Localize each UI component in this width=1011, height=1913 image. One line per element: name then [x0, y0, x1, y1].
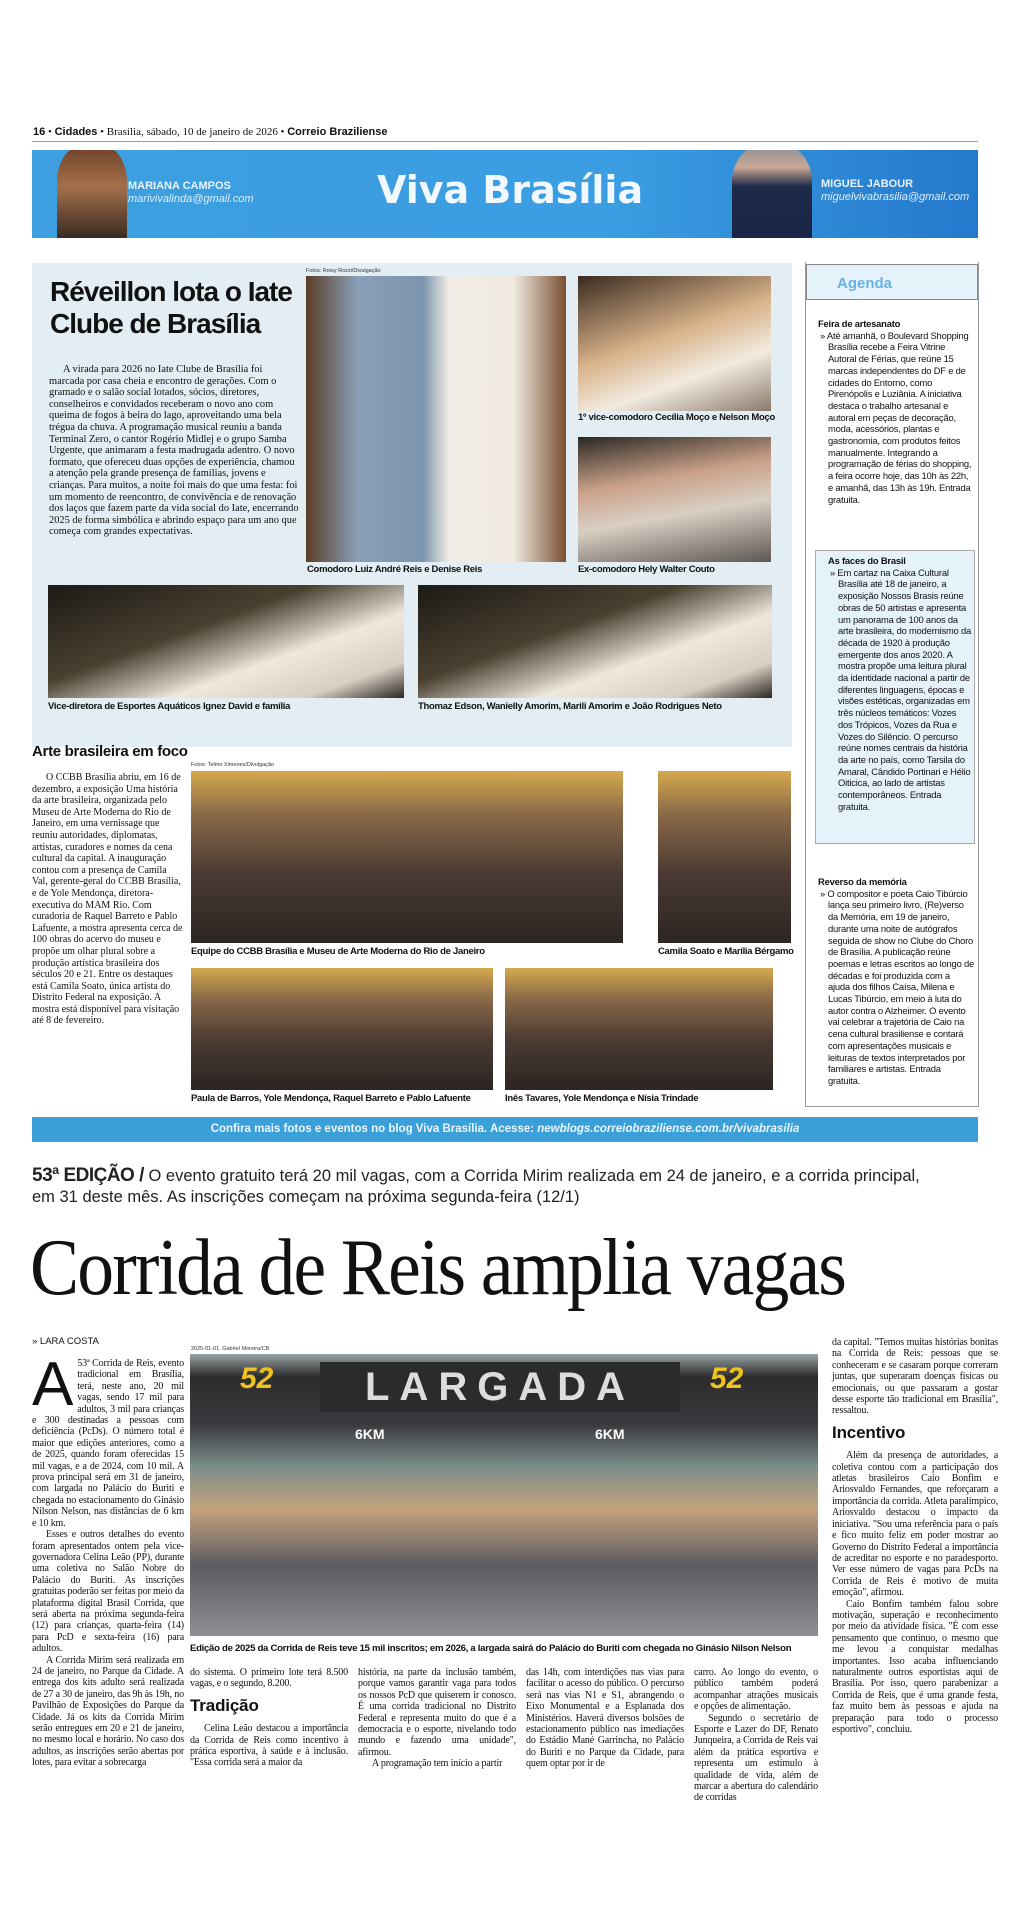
article-column-4: das 14h, com interdições nas vias para facilitar o acesso do público. O percurso será nas vias N1 e S1, abrangendo o Eixo Monumental e a Esplanada dos Ministérios. Haverá diversos bolsões de estacionamento público nas imediações do Estádio Mané Garrincha, no Palácio do Buriti e no Parque da Cidade, para quem optar por ir de	[526, 1667, 684, 1770]
feature-title: Réveillon lota o Iate Clube de Brasília	[50, 276, 292, 339]
distance-sign: 6KM	[595, 1426, 625, 1442]
caption: Ex-comodoro Hely Walter Couto	[578, 564, 715, 575]
largada-banner: LARGADA	[320, 1362, 680, 1412]
blog-link[interactable]: newblogs.correiobraziliense.com.br/vivabrasilia	[537, 1123, 800, 1135]
article-headline: Corrida de Reis amplia vagas	[30, 1224, 846, 1312]
subhead: Tradição	[190, 1695, 259, 1715]
section-name: Cidades	[54, 126, 98, 138]
photo-camila-soato	[658, 771, 791, 943]
distance-sign: 6KM	[355, 1426, 385, 1442]
caption: Thomaz Edson, Wanielly Amorim, Marili Amorim e João Rodrigues Neto	[418, 701, 722, 712]
race-photo-caption: Edição de 2025 da Corrida de Reis teve 15 mil inscritos; em 2026, a largada sairá do Palácio do Buriti com chegada no Ginásio Nilson Nelson	[190, 1643, 792, 1654]
blog-promo-bar	[32, 1117, 978, 1142]
columnist-photo-right	[732, 150, 812, 238]
edition-kicker: 53ª EDIÇÃO /	[32, 1165, 144, 1186]
article-column-1: A 53ª Corrida de Reis, evento tradicional em Brasília, terá, neste ano, 20 mil vagas, sendo 17 mil para adultos, 3 mil para crianças e 300 destinadas a pessoas com deficiência (PcDs). O número total é maior que edições anteriores, como a de 2025, quando foram oferecidas 15 mil vagas, e a de 2024, com 10 mil. A prova principal será em 31 de janeiro, com largada no Palácio do Buriti e chegada no estacionamento do Ginásio Nilson Nelson, nas distâncias de 6 km e 10 km. Esses e outros detalhes do evento foram apresentados ontem pela vice-governadora Celina Leão (PP), durante uma coletiva no Salão Nobre do Palácio do Buriti. As inscrições gratuitas poderão ser feitas por meio da plataforma digital Brasil Corrida, que será aberta na próxima segunda-feira (12) para crianças, quarta-feira (14) para PcD e sexta-feira (16) para adultos. A Corrida Mirim será realizada em 24 de janeiro, no Parque da Cidade. A entrega dos kits adulto será realizada de 27 a 30 de janeiro, das 9h às 19h, no Pavilhão de Exposições do Parque da Cidade. Já os kits da Corrida Mirim serão entregues em 20 e 21 de janeiro, no mesmo local e horário. No caso dos adultos, as inscrições serão abertas por lotes, para evitar a sobrecarga	[32, 1350, 184, 1769]
columnist-email-left: marivivalinda@gmail.com	[128, 193, 254, 205]
arte-title: Arte brasileira em foco	[32, 743, 188, 760]
columnist-email-right: miguelvivabrasilia@gmail.com	[821, 191, 970, 203]
caption: Comodoro Luiz André Reis e Denise Reis	[307, 564, 483, 575]
article-column-3: história, na parte da inclusão também, porque vamos garantir vaga para todos os nossos PcD que quiserem ir conosco. É uma corrida tradicional no Distrito Federal e representa muito do que é a democracia e o esporte, nivelando todo mundo e fazendo uma unidade", afirmou. A programação tem início a partir	[358, 1667, 516, 1770]
agenda-item-text: Em cartaz na Caixa Cultural Brasília até 18 de janeiro, a exposição Nossos Brasis reúne obras de 50 artistas e apresenta um panorama de 100 anos da arte brasileira, do modernismo da década de 1920 à produção emergente dos anos 2020. A mostra propõe uma leitura plural da identidade nacional a partir de diferentes linguagens, épocas e visões estéticas, organizadas em três núcleos temáticos: Vozes dos Trópicos, Vozes da Rua e Vozes do Silêncio. O percurso reúne nomes centrais da história da arte no país, como Tarsila do Amaral, Cândido Portinari e Hélio Oiticica, ao lado de artistas contemporâneos. Entrada gratuita.	[837, 566, 972, 812]
caption: Paula de Barros, Yole Mendonça, Raquel Barreto e Pablo Lafuente	[191, 1093, 471, 1104]
column-banner	[32, 150, 978, 238]
drop-cap: A	[32, 1350, 74, 1419]
edition-date: Brasília, sábado, 10 de janeiro de 2026	[106, 126, 278, 138]
edition-number-sign: 52	[710, 1362, 744, 1395]
caption: Inês Tavares, Yole Mendonça e Nísia Trindade	[505, 1093, 699, 1104]
blog-promo-text: Confira mais fotos e eventos no blog Viva Brasília. Acesse:	[210, 1123, 538, 1135]
photo-credit: 2025-01-01. Gabriel Moreira/CB	[191, 1346, 270, 1352]
photo-family	[48, 585, 404, 698]
agenda-item-text: O compositor e poeta Caio Tibúrcio lança seu primeiro livro, (Re)verso da Memória, em 19 de janeiro, durante uma noite de autógrafos seguida de show no Clube do Choro de Brasília. A publicação reúne poemas e letras escritos ao longo de décadas e foi produzida com a ajuda dos filhos Caísa, Milena e Lucas Tibúrcio, em meio à luta do autor contra o Alzheimer. O evento vai celebrar a trajetória de Caio na cena cultural brasiliense e contará com apresentações musicais e leituras de textos interpretados por familiares e artistas. Entrada gratuita.	[827, 887, 975, 1086]
photo-comodoro	[306, 276, 566, 562]
caption: Camila Soato e Marília Bérgamo	[658, 946, 794, 957]
caption: Vice-diretora de Esportes Aquáticos Ignez David e família	[48, 701, 291, 712]
photo-paula-de-barros	[191, 968, 493, 1090]
agenda-title: Agenda	[806, 264, 978, 300]
photo-vice-comodoro	[578, 276, 771, 411]
photo-credit: Fotos: Telmo Ximenes/Divulgação	[191, 762, 275, 768]
caption: 1º vice-comodoro Cecília Moço e Nelson Moço	[578, 412, 775, 423]
arte-body: O CCBB Brasília abriu, em 16 de dezembro, a exposição Uma história da arte brasileira, organizada pelo Museu de Arte Moderna do Rio de Janeiro, em uma vernissage que reuniu autoridades, diplomatas, artistas, curadores e nomes da cena cultural da capital. A inauguração contou com a presença de Camila Val, gerente-geral do CCBB Brasília, e de Yole Mendonça, diretora-executiva do MAM Rio. Com curadoria de Raquel Barreto e Pablo Lafuente, a mostra apresenta cerca de 100 obras do acervo do museu e propõe um olhar plural sobre a produção artística brasileira dos séculos 20 e 21. Entre os destaques está Camila Soato, única artista do Distrito Federal na exposição. A mostra está disponível para visitação até 8 de fevereiro.	[32, 772, 183, 1027]
subhead: Incentivo	[832, 1422, 906, 1442]
photo-ines-tavares	[505, 968, 773, 1090]
page-number: 16	[33, 126, 46, 138]
columnist-photo-left	[57, 150, 127, 238]
page-folio: 16 • Cidades • Brasília, sábado, 10 de janeiro de 2026 • Correio Braziliense	[33, 126, 388, 138]
article-column-6: da capital. "Temos muitas histórias bonitas na Corrida de Reis: pessoas que se conheceram e se casaram porque correram juntas, que superaram doenças físicas ou emocionais, ou que passaram a gostar desse esporte tão tradicional em Brasília", ressaltou. Incentivo Além da presença de autoridades, a coletiva contou com a participação dos atletas brasileiros Caio Bonfim e Ariosvaldo Fernandes, que reforçaram a importância da corrida. Atleta paralímpico, Ariosvaldo destacou o impacto da iniciativa. "Sou uma referência para o país e fico muito feliz em poder mostrar ao Governo do Distrito Federal a importância de acreditar no esporte e no paradesporto. Ver esse número de vagas para PcDs na Corrida de Reis é motivo de muita emoção", afirmou. Caio Bonfim também falou sobre motivação, superação e reconhecimento por meio da atividade física. "É com esse pensamento que continuo, o mesmo que me levou a conquistar medalhas importantes. Isso acaba influenciando naturalmente outros esportistas aqui de Brasília. Por isso, quero parabenizar a Corrida de Reis, que é uma grande festa, faz muito bem às pessoas e ajuda na preparação para todo o processo esportivo", concluiu.	[832, 1337, 998, 1735]
feature-body: A virada para 2026 no Iate Clube de Brasília foi marcada por casa cheia e encontro de gerações. Com o gramado e o salão social lotados, sócios, diretores, conselheiros e convidados receberam o novo ano com queima de fogos à beira do lago, aproveitando uma bela trégua da chuva. A programação musical reuniu a banda Terminal Zero, o cantor Rogério Midlej e o grupo Samba Urgente, que animaram a festa madrugada adentro. O novo formato, que ofereceu duas opções de experiência, chamou a atenção pela grande presença de famílias, jovens e crianças. Para muitos, a noite foi mais do que uma festa: foi um momento de reencontro, de convivência e de renovação dos laços que fazem parte da vida social do Iate, encerrando 2025 de forma simbólica e abrindo espaço para um ano que começa com grandes expectativas.	[49, 364, 299, 538]
edition-number-sign: 52	[240, 1362, 274, 1395]
agenda-item: Reverso da memória » O compositor e poeta Caio Tibúrcio lança seu primeiro livro, (Re)verso da Memória, em 19 de janeiro, durante uma noite de autógrafos seguida de show no Clube do Choro de Brasília. A publicação reúne poemas e letras escritos ao longo de décadas e foi produzida com a ajuda dos filhos Caísa, Milena e Lucas Tibúrcio, em meio à luta do autor contra o Alzheimer. O evento vai celebrar a trajetória de Caio na cena cultural brasiliense e contará com apresentações musicais e leituras de textos interpretados por familiares e artistas. Entrada gratuita.	[818, 876, 975, 1086]
article-column-5: carro. Ao longo do evento, o público também poderá acompanhar atrações musicais e opções de alimentação. Segundo o secretário de Esporte e Lazer do DF, Renato Junqueira, a Corrida de Reis vai além da prática esportiva e representa um estímulo à qualidade de vida, além de marcar a abertura do calendário de corridas	[694, 1667, 818, 1804]
agenda-item: Feira de artesanato » Até amanhã, o Boulevard Shopping Brasília recebe a Feira Vitrine Autoral de Férias, que reúne 15 marcas independentes do DF e de cidades do Entorno, como Pirenópolis e Luziânia. A iniciativa destaca o trabalho artesanal e autoral em peças de decoração, moda, acessórios, plantas e gastronomia, com produtos feitos manualmente. Integrando a programação de férias do shopping, a feira ocorre hoje, das 10h às 22h, e amanhã, das 13h às 19h. Entrada gratuita.	[818, 318, 972, 505]
caption: Equipe do CCBB Brasília e Museu de Arte Moderna do Rio de Janeiro	[191, 946, 485, 957]
photo-group	[418, 585, 772, 698]
article-column-2: do sistema. O primeiro lote terá 8.500 vagas, e o segundo, 8.200. Tradição Celina Leão destacou a importância da Corrida de Reis como incentivo à prática esportiva, à saúde e à inclusão. "Essa corrida será a maior da	[190, 1667, 348, 1769]
photo-ex-comodoro	[578, 437, 771, 562]
agenda-item-title: As faces do Brasil	[828, 555, 906, 566]
columnist-name-right: MIGUEL JABOUR	[821, 178, 914, 190]
agenda-item: As faces do Brasil » Em cartaz na Caixa Cultural Brasília até 18 de janeiro, a exposição Nossos Brasis reúne obras de 50 artistas e apresenta um panorama de 100 anos da arte brasileira, do modernismo da década de 1920 à produção emergente dos anos 2020. A mostra propõe uma leitura plural da identidade nacional a partir de diferentes linguagens, épocas e visões estéticas, organizadas em três núcleos temáticos: Vozes dos Trópicos, Vozes da Rua e Vozes do Silêncio. O percurso reúne nomes centrais da história da arte no país, como Tarsila do Amaral, Cândido Portinari e Hélio Oiticica, ao lado de artistas contemporâneos. Entrada gratuita.	[828, 555, 972, 812]
race-photo	[190, 1354, 818, 1636]
photo-credit: Fotos: Reisy Rozzi/Divulgação	[306, 268, 381, 274]
agenda-item-title: Feira de artesanato	[818, 318, 901, 329]
article-deck	[32, 1165, 932, 1208]
newspaper-name: Correio Braziliense	[287, 126, 388, 138]
columnist-name-left: MARIANA CAMPOS	[128, 180, 231, 192]
byline: » LARA COSTA	[32, 1336, 99, 1347]
agenda-item-text: Até amanhã, o Boulevard Shopping Brasília recebe a Feira Vitrine Autoral de Férias, que reúne 15 marcas independentes do DF e de cidades do Entorno, como Pirenópolis e Luziânia. A iniciativa destaca o trabalho artesanal e autoral em peças de decoração, moda, acessórios, plantas e gastronomia, com produtos feitos manualmente. Integrando a programação de férias do shopping, a feira ocorre hoje, das 10h às 22h, e amanhã, das 13h às 19h. Entrada gratuita.	[826, 329, 972, 505]
photo-ccbb-team	[191, 771, 623, 943]
banner-title: Viva Brasília	[377, 168, 644, 212]
deck-text: O evento gratuito terá 20 mil vagas, com a Corrida Mirim realizada em 24 de janeiro, e a corrida principal, em 31 deste mês. As inscrições começam na próxima segunda-feira (12/1)	[32, 1167, 920, 1206]
header-rule	[32, 141, 978, 142]
agenda-item-title: Reverso da memória	[818, 876, 907, 887]
